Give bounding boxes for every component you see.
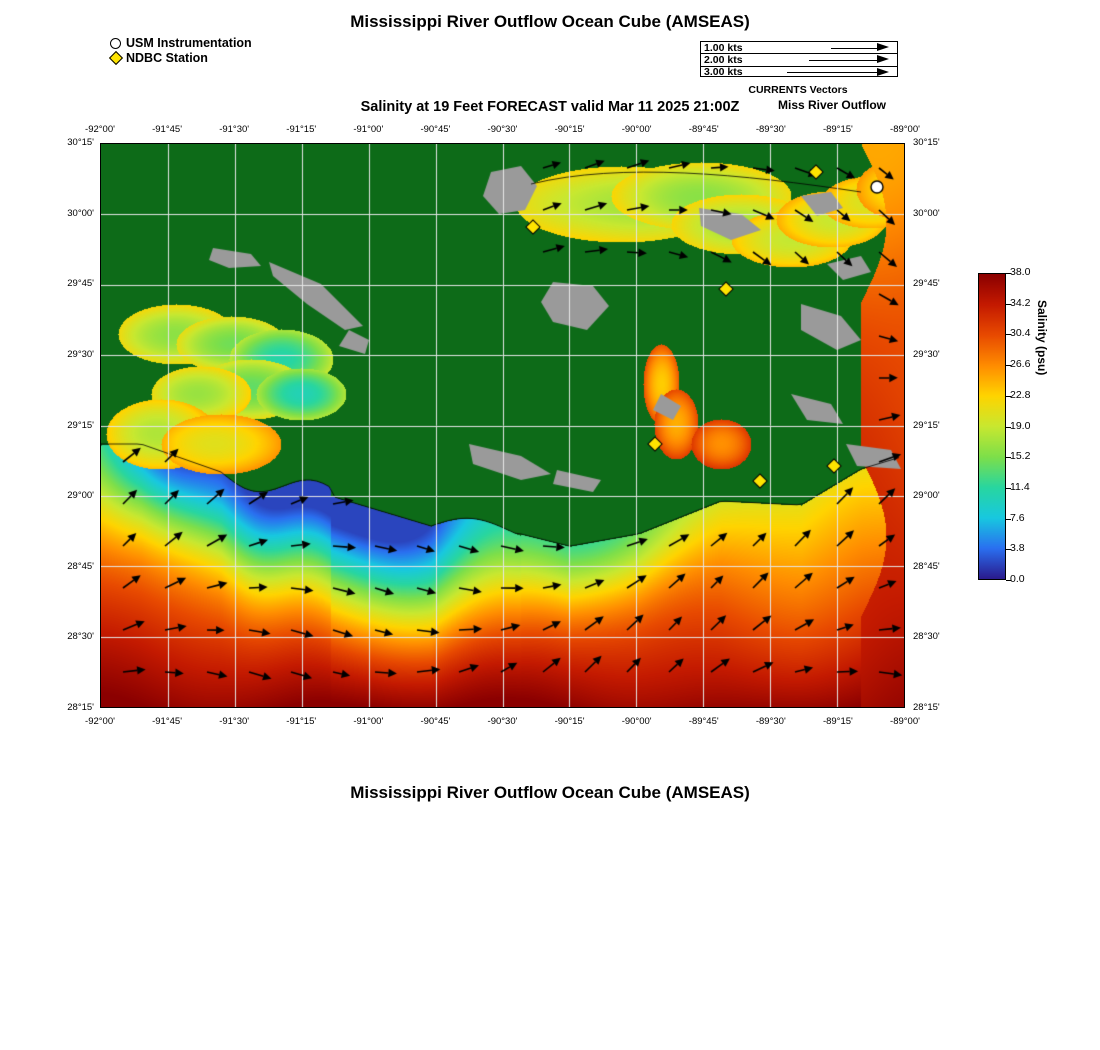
colorbar-tick-label: 22.8 (1010, 388, 1031, 401)
vector-arrow-2 (877, 55, 889, 63)
lat-tick-label: 30°15' (913, 137, 940, 148)
lon-tick-label: -89°45' (688, 124, 719, 135)
lon-tick-label: -90°15' (554, 716, 585, 727)
colorbar-tick-label: 15.2 (1010, 450, 1031, 463)
lat-tick-label: 30°15' (67, 137, 94, 148)
vector-key-row-2 (701, 54, 897, 66)
lon-tick-label: -91°00' (353, 716, 384, 727)
lat-tick-label: 28°15' (913, 702, 940, 713)
lon-tick-label: -90°45' (420, 124, 451, 135)
diamond-marker-icon (109, 51, 123, 65)
lon-tick-label: -91°15' (286, 716, 317, 727)
lon-tick-label: -91°15' (286, 124, 317, 135)
lon-tick-label: -91°45' (152, 124, 183, 135)
lat-tick-label: 30°00' (913, 207, 940, 219)
lon-tick-label: -90°45' (420, 716, 451, 727)
lon-tick-label: -91°45' (152, 716, 183, 727)
current-vector-key (700, 41, 898, 77)
vector-key-label-2: 2.00 kts (704, 53, 743, 66)
legend-item-ndbc (110, 51, 252, 65)
lon-tick-label: -89°15' (822, 716, 853, 727)
miss-river-outflow-label: Miss River Outflow (778, 98, 887, 112)
colorbar-tick-label: 0.0 (1010, 573, 1025, 585)
lat-tick-label: 29°30' (67, 348, 94, 360)
lat-tick-label: 28°45' (67, 560, 94, 572)
lon-tick-label: -89°45' (688, 716, 719, 727)
lon-tick-label: -90°00' (621, 124, 652, 135)
lon-tick-label: -89°30' (755, 716, 786, 727)
lat-tick-label: 29°45' (67, 278, 94, 290)
circle-marker-icon (110, 38, 121, 49)
lat-tick-label: 28°30' (67, 631, 94, 643)
lon-tick-label: -89°00' (890, 124, 920, 135)
legend-label-usm: USM Instrumentation (126, 36, 252, 50)
map-subtitle: Salinity at 19 Feet FORECAST valid Mar 11 2025 21:00Z (360, 99, 740, 115)
vector-key-label-3: 3.00 kts (704, 66, 743, 79)
lat-tick-label: 28°30' (913, 631, 940, 643)
colorbar-gradient (979, 274, 1005, 579)
vector-line-3 (787, 72, 879, 73)
vector-key-caption: CURRENTS Vectors (748, 84, 848, 96)
vector-arrow-3 (877, 68, 889, 76)
page-title: Mississippi River Outflow Ocean Cube (AMSEAS) (350, 12, 750, 31)
colorbar (978, 273, 1006, 580)
lat-tick-label: 30°00' (67, 207, 94, 219)
colorbar-tick-label: 19.0 (1010, 419, 1031, 432)
bottom-title: Mississippi River Outflow Ocean Cube (AMSEAS) (350, 783, 750, 802)
lon-tick-label: -91°30' (219, 716, 250, 727)
lon-tick-label: -91°00' (353, 124, 384, 135)
lat-tick-label: 29°30' (913, 348, 940, 360)
marker-legend (110, 36, 252, 66)
salinity-map-canvas[interactable] (101, 144, 904, 707)
lon-tick-label: -90°00' (621, 716, 652, 727)
vector-line-2 (809, 60, 879, 61)
lon-tick-label: -89°00' (890, 716, 920, 727)
legend-item-usm (110, 36, 252, 50)
lat-tick-label: 29°45' (913, 278, 940, 290)
lon-tick-label: -92°00' (85, 716, 115, 727)
colorbar-tick-label: 11.4 (1010, 480, 1030, 493)
lat-tick-label: 28°15' (67, 702, 94, 713)
lat-tick-label: 28°45' (913, 560, 940, 572)
colorbar-title: Salinity (psu) (1035, 300, 1049, 376)
lon-tick-label: -89°30' (755, 124, 786, 135)
lon-tick-label: -91°30' (219, 124, 250, 135)
colorbar-tick-label: 7.6 (1010, 511, 1025, 524)
lon-tick-label: -90°15' (554, 124, 585, 135)
colorbar-tick-label: 26.6 (1010, 358, 1031, 371)
map-plot-area[interactable] (100, 143, 905, 708)
lon-tick-label: -89°15' (822, 124, 853, 135)
vector-key-row-3 (701, 67, 897, 78)
vector-arrow-1 (877, 43, 889, 51)
colorbar-tick-label: 34.2 (1010, 296, 1031, 309)
colorbar-tick-label: 30.4 (1010, 327, 1031, 340)
lon-tick-label: -90°30' (487, 124, 518, 135)
lon-tick-label: -90°30' (487, 716, 518, 727)
vector-line-1 (831, 48, 879, 49)
lon-tick-label: -92°00' (85, 124, 115, 135)
lat-tick-label: 29°00' (67, 490, 94, 502)
colorbar-tick-label: 3.8 (1010, 542, 1025, 555)
lat-tick-label: 29°15' (913, 419, 940, 431)
legend-label-ndbc: NDBC Station (126, 51, 208, 65)
lat-tick-label: 29°15' (67, 419, 94, 431)
colorbar-tick-label: 38.0 (1010, 266, 1031, 278)
lat-tick-label: 29°00' (913, 490, 940, 502)
vector-key-label-1: 1.00 kts (704, 41, 743, 54)
vector-key-row-1 (701, 42, 897, 54)
